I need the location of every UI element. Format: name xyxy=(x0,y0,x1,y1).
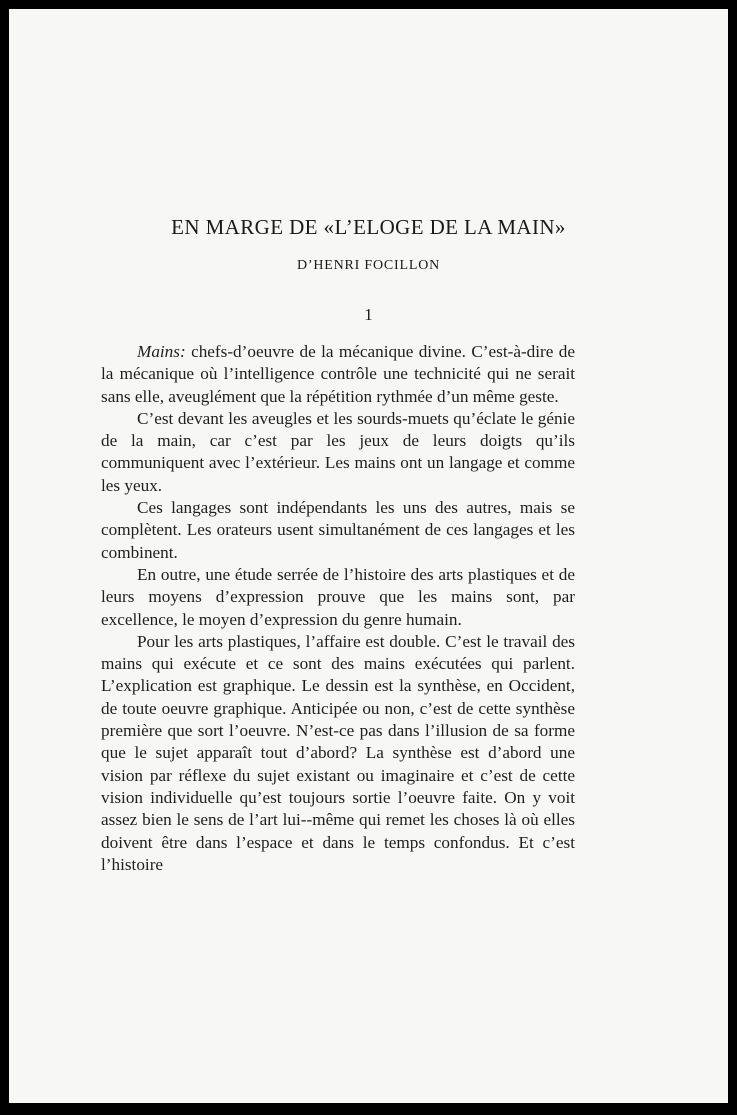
article-title: EN MARGE DE «L’ELOGE DE LA MAIN» xyxy=(171,215,566,239)
article-author: D’HENRI FOCILLON xyxy=(296,258,441,273)
paragraph-5: Pour les arts plastiques, l’affaire est double. C’est le travail des mains qui exécute et ce sont des mains exécutées qui parlent. L’explication est graphique. Le dessin est la synthèse, en Occident, de toute oeuvre graphique. Anticipée ou non, c’est de cette synthèse première que sort l’oeuvre. N’est-ce pas dans l’illusion de sa forme que le sujet apparaît tout d’abord? La synthèse est d’abord une vision par réflexe du sujet existant ou imaginaire et c’est de cette vision individuelle qu’est toujours sortie l’oeuvre faite. On y voit assez bien le sens de l’art lui--même qui remet les choses là où elles doivent être dans l’espace et dans le temps confondus. Et c’est l’histoire xyxy=(101,631,575,874)
paragraph-1-lead: Mains: xyxy=(137,342,186,361)
paragraph-3: Ces langages sont indépendants les uns des autres, mais se complètent. Les orateurs usent simultanément de ces langages et les combinent. xyxy=(101,498,575,562)
paragraph-4: En outre, une étude serrée de l’histoire des arts plastiques et de leurs moyens d’expression prouve que les mains sont, par excellence, le moyen d’expression du genre humain. xyxy=(101,564,575,629)
paragraph-1-text: chefs-d’oeuvre de la mécanique divine. C’est-à-dire de la mécanique où l’intelligence contrôle une technicité qui ne serait sans elle, aveuglément que la répétition rythmée d’un même geste. xyxy=(101,342,575,406)
document-page xyxy=(9,9,728,1103)
article-body xyxy=(101,341,575,876)
paragraph-1 xyxy=(101,341,575,408)
section-number: 1 xyxy=(364,305,373,324)
paragraph-2: C’est devant les aveugles et les sourds-muets qu’éclate le génie de la main, car c’est par les jeux de leurs doigts qu’ils communiquent avec l’extérieur. Les mains ont un langage et comme les yeux. xyxy=(101,408,575,495)
